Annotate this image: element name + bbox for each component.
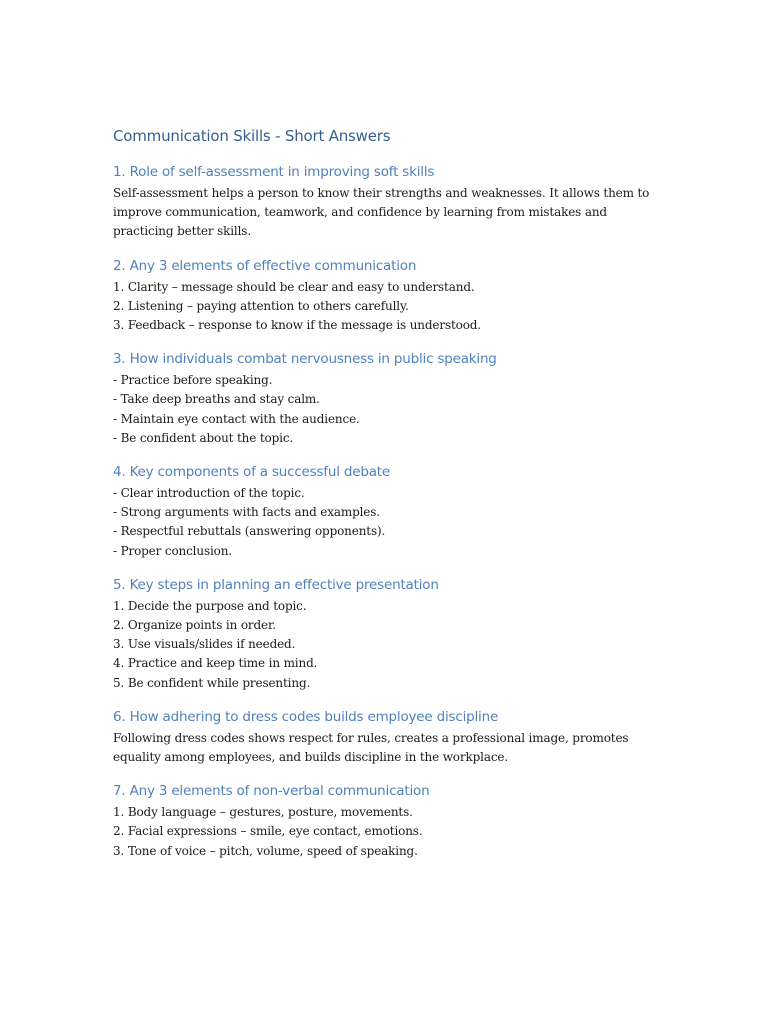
section-presentation: [113, 575, 658, 693]
section-heading: 6. How adhering to dress codes builds employee discipline: [113, 708, 499, 725]
paragraph-line: Following dress codes shows respect for rules, creates a professional image, promotes: [113, 730, 629, 745]
list-item: - Respectful rebuttals (answering opponents).: [113, 524, 386, 539]
list-item: - Be confident about the topic.: [113, 430, 294, 445]
section-self-assessment: [113, 162, 658, 242]
section-heading: 5. Key steps in planning an effective presentation: [113, 576, 439, 593]
section-non-verbal: [113, 781, 658, 861]
document-content: [113, 125, 658, 875]
list-item: 5. Be confident while presenting.: [113, 675, 311, 690]
section-heading: 2. Any 3 elements of effective communication: [113, 257, 417, 274]
section-heading: 7. Any 3 elements of non-verbal communication: [113, 783, 430, 800]
list-item: 3. Tone of voice – pitch, volume, speed of speaking.: [113, 843, 418, 858]
list-item: 2. Listening – paying attention to others carefully.: [113, 298, 409, 313]
list-item: - Practice before speaking.: [113, 373, 273, 388]
section-dress-codes: [113, 707, 658, 767]
document-title: Communication Skills - Short Answers: [113, 127, 391, 145]
section-heading: 1. Role of self-assessment in improving soft skills: [113, 164, 435, 180]
section-heading: 3. How individuals combat nervousness in public speaking: [113, 351, 497, 368]
list-item: - Maintain eye contact with the audience.: [113, 411, 360, 426]
list-item: - Strong arguments with facts and examples.: [113, 505, 380, 520]
list-item: 1. Decide the purpose and topic.: [113, 598, 307, 613]
section-public-speaking: [113, 349, 658, 448]
list-item: 1. Clarity – message should be clear and easy to understand.: [113, 279, 475, 294]
list-item: 3. Use visuals/slides if needed.: [113, 637, 296, 652]
list-item: 2. Facial expressions – smile, eye contact, emotions.: [113, 824, 423, 839]
paragraph-line: equality among employees, and builds discipline in the workplace.: [113, 750, 509, 765]
list-item: 3. Feedback – response to know if the message is understood.: [113, 318, 481, 333]
list-item: - Proper conclusion.: [113, 543, 232, 558]
paragraph-line: Self-assessment helps a person to know their strengths and weaknesses. It allows them to: [113, 186, 650, 200]
paragraph-line: improve communication, teamwork, and confidence by learning from mistakes and: [113, 205, 607, 220]
list-item: 2. Organize points in order.: [113, 618, 276, 633]
list-item: - Clear introduction of the topic.: [113, 486, 305, 501]
section-debate: [113, 462, 658, 561]
list-item: 4. Practice and keep time in mind.: [113, 656, 318, 671]
section-heading: 4. Key components of a successful debate: [113, 464, 390, 481]
paragraph-line: practicing better skills.: [113, 224, 251, 239]
list-item: 1. Body language – gestures, posture, movements.: [113, 805, 413, 820]
list-item: - Take deep breaths and stay calm.: [113, 392, 320, 407]
section-effective-communication: [113, 256, 658, 336]
